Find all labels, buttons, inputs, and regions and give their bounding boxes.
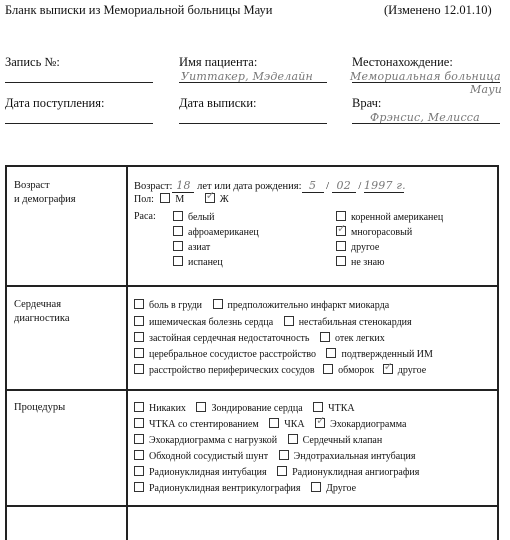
cardiac-row: расстройство периферических сосудов обморок ✓ другое <box>134 364 426 376</box>
sex-row: Пол: М ✓ Ж <box>134 193 229 205</box>
race-label: Раса: <box>134 211 156 222</box>
patient-name-label: Имя пациента: <box>179 55 258 69</box>
cardiac-checkbox[interactable] <box>320 332 330 342</box>
doctor-label: Врач: <box>352 96 382 110</box>
row-divider <box>7 389 497 391</box>
form-title: Бланк выписки из Мемориальной больницы Мауи <box>5 3 273 17</box>
race-checkbox[interactable] <box>173 211 183 221</box>
cardiac-checkbox[interactable] <box>134 364 144 374</box>
discharge-date-label: Дата выписки: <box>179 96 257 110</box>
procedure-row: ЧТКА со стентированием ЧКА ✓ Эхокардиограмма <box>134 418 406 430</box>
race-checkbox[interactable] <box>336 256 346 266</box>
cardiac-row: ишемическая болезнь сердца нестабильная стенокардия <box>134 316 412 328</box>
race-option: другое <box>336 241 379 253</box>
admission-date-label: Дата поступления: <box>5 96 105 110</box>
procedure-checkbox[interactable] <box>279 450 289 460</box>
procedure-row: Эхокардиограмма с нагрузкой Сердечный клапан <box>134 434 382 446</box>
clinical-form-table <box>5 165 499 540</box>
procedure-checkbox[interactable] <box>313 402 323 412</box>
sex-f-checkbox[interactable] <box>205 193 215 203</box>
dob-day-field[interactable]: 5 <box>302 179 324 193</box>
procedure-checkbox[interactable] <box>288 434 298 444</box>
race-checkbox[interactable] <box>173 256 183 266</box>
sex-m-checkbox[interactable] <box>160 193 170 203</box>
patient-name-value: Уиттакер, Мэделайн <box>181 70 313 83</box>
revision-date: (Изменено 12.01.10) <box>384 3 492 17</box>
race-option: афроамериканец <box>173 226 259 238</box>
race-checkbox[interactable] <box>336 211 346 221</box>
procedures-section-label: Процедуры <box>14 402 66 413</box>
procedure-checkbox[interactable] <box>311 482 321 492</box>
procedure-checkbox[interactable] <box>269 418 279 428</box>
location-label: Местонахождение: <box>352 55 453 69</box>
procedure-checkbox[interactable] <box>134 434 144 444</box>
discharge-date-field[interactable] <box>179 123 327 124</box>
procedure-checkbox[interactable] <box>277 466 287 476</box>
race-checkbox[interactable] <box>173 226 183 236</box>
sex-f-label: Ж <box>219 194 229 205</box>
row-divider <box>7 285 497 287</box>
cardiac-checkbox[interactable] <box>134 299 144 309</box>
cardiac-checkbox[interactable] <box>134 332 144 342</box>
location-value-line2: Мауи <box>470 83 503 96</box>
procedure-row: Радионуклидная вентрикулография Другое <box>134 482 356 494</box>
location-value-line1: Мемориальная больница <box>350 70 501 83</box>
doctor-field[interactable] <box>352 123 500 124</box>
column-divider <box>126 167 128 540</box>
record-number-label: Запись №: <box>5 55 60 69</box>
race-option: ✓многорасовый <box>336 226 412 238</box>
cardiac-row: церебральное сосудистое расстройство подтвержденный ИМ <box>134 348 433 360</box>
procedure-checkbox[interactable] <box>134 466 144 476</box>
cardiac-row: боль в груди предположительно инфаркт миокарда <box>134 299 389 311</box>
cardiac-section-label: Сердечная диагностика <box>14 299 70 324</box>
sex-m-label: М <box>175 194 185 205</box>
admission-date-field[interactable] <box>5 123 153 124</box>
race-option: белый <box>173 211 214 223</box>
patient-name-field[interactable] <box>179 82 327 83</box>
race-option: не знаю <box>336 256 385 268</box>
cardiac-checkbox[interactable] <box>213 299 223 309</box>
age-row: Возраст: 18 лет или дата рождения: 5 / 02 / 1997 г. <box>134 179 406 192</box>
procedure-checkbox[interactable] <box>134 402 144 412</box>
procedure-checkbox[interactable] <box>134 482 144 492</box>
dob-month-field[interactable]: 02 <box>332 179 356 193</box>
location-field[interactable] <box>352 82 500 83</box>
dob-year-field[interactable]: 1997 г. <box>363 179 406 192</box>
race-option: коренной американец <box>336 211 443 223</box>
cardiac-checkbox[interactable] <box>383 364 393 374</box>
procedure-checkbox[interactable] <box>315 418 325 428</box>
race-option: азиат <box>173 241 210 253</box>
procedure-row: Радионуклидная интубация Радионуклидная ангиография <box>134 466 419 478</box>
procedure-checkbox[interactable] <box>134 418 144 428</box>
demographics-section-label: Возраст и демография <box>14 180 76 205</box>
race-checkbox[interactable] <box>336 241 346 251</box>
record-number-field[interactable] <box>5 82 153 83</box>
cardiac-checkbox[interactable] <box>284 316 294 326</box>
cardiac-checkbox[interactable] <box>134 348 144 358</box>
race-checkbox[interactable] <box>336 226 346 236</box>
procedure-checkbox[interactable] <box>134 450 144 460</box>
doctor-value: Фрэнсис, Мелисса <box>370 111 480 124</box>
procedure-checkbox[interactable] <box>196 402 206 412</box>
cardiac-row: застойная сердечная недостаточность отек легких <box>134 332 385 344</box>
cardiac-checkbox[interactable] <box>326 348 336 358</box>
race-checkbox[interactable] <box>173 241 183 251</box>
row-divider <box>7 505 497 507</box>
cardiac-checkbox[interactable] <box>134 316 144 326</box>
procedure-row: Обходной сосудистый шунт Эндотрахиальная интубация <box>134 450 415 462</box>
race-option: испанец <box>173 256 223 268</box>
procedure-row: Никаких Зондирование сердца ЧТКА <box>134 402 355 414</box>
age-field[interactable]: 18 <box>172 179 194 193</box>
cardiac-checkbox[interactable] <box>323 364 333 374</box>
